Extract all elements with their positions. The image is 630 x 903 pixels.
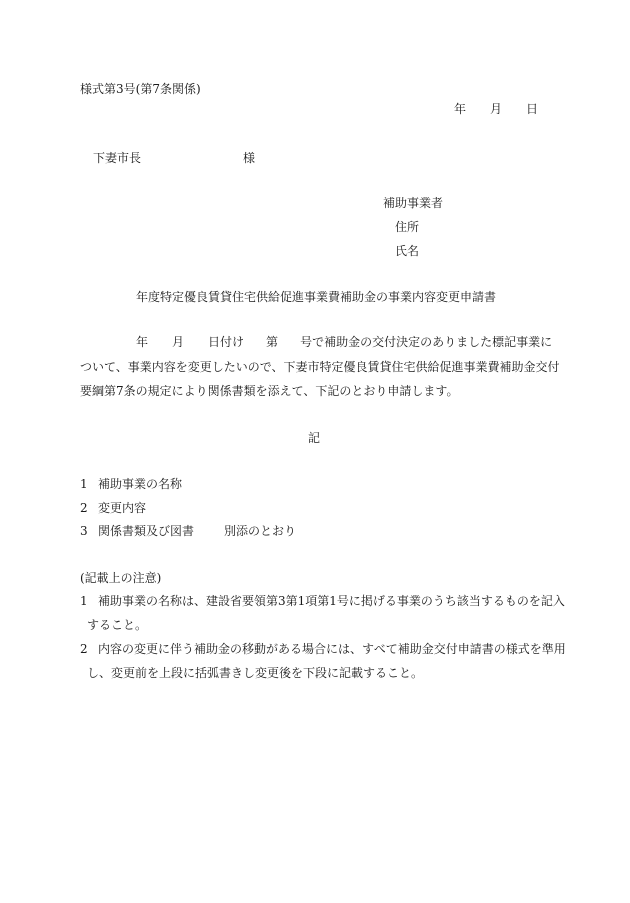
body-dai-label: 第 — [266, 335, 279, 349]
date-day-label: 日 — [526, 102, 539, 116]
ki-heading: 記 — [308, 431, 321, 445]
addressee-honorific: 様 — [243, 151, 256, 165]
list-item — [80, 502, 198, 514]
note-1-line-1 — [80, 595, 565, 607]
date-month-label: 月 — [490, 102, 503, 116]
notes-heading: (記載上の注意) — [80, 571, 162, 585]
note-number: 1 — [80, 594, 88, 608]
body-line-2: ついて、事業内容を変更したいので、下妻市特定優良賃貸住宅供給促進事業費補助金交付 — [80, 360, 560, 374]
document-title: 年度特定優良賃貸住宅供給促進事業費補助金の事業内容変更申請書 — [136, 290, 497, 304]
note-text: 補助事業の名称は、建設省要領第3第1項第1号に掲げる事業のうち該当するものを記入 — [98, 594, 565, 608]
note-number: 2 — [80, 642, 88, 656]
note-1-line-2: すること。 — [87, 618, 148, 632]
date-line — [454, 103, 538, 115]
note-2-line-2: し、変更前を上段に括弧書きし変更後を下段に記載すること。 — [87, 666, 424, 680]
addressee-name: 下妻市長 — [93, 151, 142, 165]
note-text: 内容の変更に伴う補助金の移動がある場合には、すべて補助金交付申請書の様式を準用 — [98, 642, 566, 656]
list-item — [80, 478, 198, 490]
item-label: 関係書類及び図書 — [98, 524, 195, 538]
body-line-1-rest: 号で補助金の交付決定のありました標記事業に — [300, 335, 553, 349]
form-number: 様式第3号(第7条関係) — [80, 82, 201, 96]
applicant-name-label: 氏名 — [395, 244, 420, 258]
applicant-address-label: 住所 — [395, 220, 420, 234]
body-month-label: 月 — [172, 335, 185, 349]
body-line-3: 要綱第7条の規定により関係書類を添えて、下記のとおり申請します。 — [80, 384, 459, 398]
body-year-label: 年 — [136, 335, 149, 349]
note-2-line-1 — [80, 643, 566, 655]
item-label: 変更内容 — [98, 501, 147, 515]
item-label: 補助事業の名称 — [98, 477, 183, 491]
item-number: 3 — [80, 524, 88, 538]
applicant-title: 補助事業者 — [383, 196, 444, 210]
body-line-1 — [80, 336, 552, 348]
item-value: 別添のとおり — [224, 524, 297, 538]
item-number: 2 — [80, 501, 88, 515]
item-number: 1 — [80, 477, 88, 491]
body-date-suffix: 日付け — [208, 335, 245, 349]
list-item — [80, 525, 296, 537]
date-year-label: 年 — [454, 102, 467, 116]
